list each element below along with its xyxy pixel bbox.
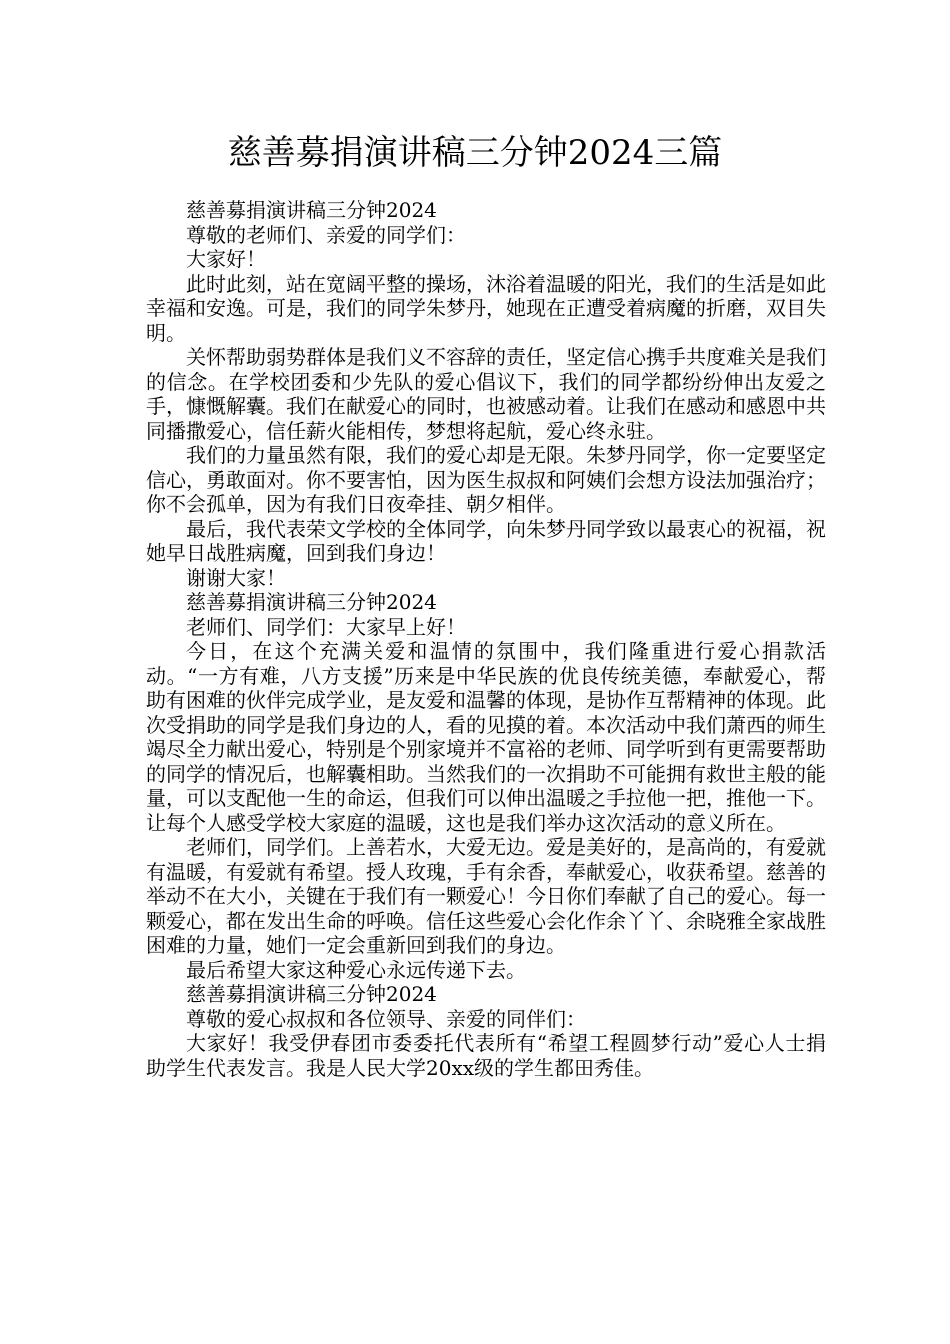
body-paragraph: 关怀帮助弱势群体是我们义不容辞的责任，坚定信心携手共度难关是我们的信念。在学校团委和少先队的爱心倡议下，我们的同学都纷纷伸出友爱之手，慷慨解囊。我们在献爱心的同时，也被感动着。让我们在感动和感恩中共同播撒爱心，信任薪火能相传，梦想将起航，爱心终永驻。 [146,345,826,443]
section-3-heading: 慈善募捐演讲稿三分钟2024 [186,982,437,1006]
closing-paragraph: 谢谢大家！ [186,565,286,590]
salutation-paragraph: 老师们、同学们：大家早上好！ [186,614,466,639]
body-paragraph: 此时此刻，站在宽阔平整的操场，沐浴着温暖的阳光，我们的生活是如此幸福和安逸。可是，我们的同学朱梦丹，她现在正遭受着病魔的折磨，双目失明。 [146,271,826,345]
closing-paragraph: 最后希望大家这种爱心永远传递下去。 [186,957,526,982]
salutation-paragraph: 尊敬的爱心叔叔和各位领导、亲爱的同伴们： [186,1006,586,1031]
section-1-heading: 慈善募捐演讲稿三分钟2024 [186,198,437,222]
document-title: 慈善募捐演讲稿三分钟2024三篇 [227,133,723,173]
document-body [146,198,826,1080]
section-2-heading: 慈善募捐演讲稿三分钟2024 [186,590,437,614]
body-paragraph: 我们的力量虽然有限，我们的爱心却是无限。朱梦丹同学，你一定要坚定信心，勇敢面对。你不要害怕，因为医生叔叔和阿姨们会想方设法加强治疗；你不会孤单，因为有我们日夜牵挂、朝夕相伴。 [146,443,826,516]
body-paragraph: 今日，在这个充满关爱和温情的氛围中，我们隆重进行爱心捐款活动。“一方有难，八方支援”历来是中华民族的优良传统美德，奉献爱心，帮助有困难的伙伴完成学业，是友爱和温馨的体现，是协作互帮精神的体现。此次受捐助的同学是我们身边的人，看的见摸的着。本次活动中我们萧西的师生竭尽全力献出爱心，特别是个别家境并不富裕的老师、同学听到有更需要帮助的同学的情况后，也解囊相助。当然我们的一次捐助不可能拥有救世主般的能量，可以支配他一生的命运，但我们可以伸出温暖之手拉他一把，推他一下。让每个人感受学校大家庭的温暖，这也是我们举办这次活动的意义所在。 [146,639,826,835]
body-paragraph: 大家好！我受伊春团市委委托代表所有“希望工程圆梦行动”爱心人士捐助学生代表发言。我是人民大学20xx级的学生都田秀佳。 [146,1031,826,1080]
greeting-paragraph: 大家好！ [186,247,266,271]
salutation-paragraph: 尊敬的老师们、亲爱的同学们： [186,222,466,247]
body-paragraph: 最后，我代表荣文学校的全体同学，向朱梦丹同学致以最衷心的祝福，祝她早日战胜病魔，回到我们身边！ [146,516,826,565]
body-paragraph: 老师们，同学们。上善若水，大爱无边。爱是美好的，是高尚的，有爱就有温暖，有爱就有希望。授人玫瑰，手有余香，奉献爱心，收获希望。慈善的举动不在大小，关键在于我们有一颗爱心！今日你们奉献了自己的爱心。每一颗爱心，都在发出生命的呼唤。信任这些爱心会化作余丫丫、余晓雅全家战胜困难的力量，她们一定会重新回到我们的身边。 [146,835,826,957]
